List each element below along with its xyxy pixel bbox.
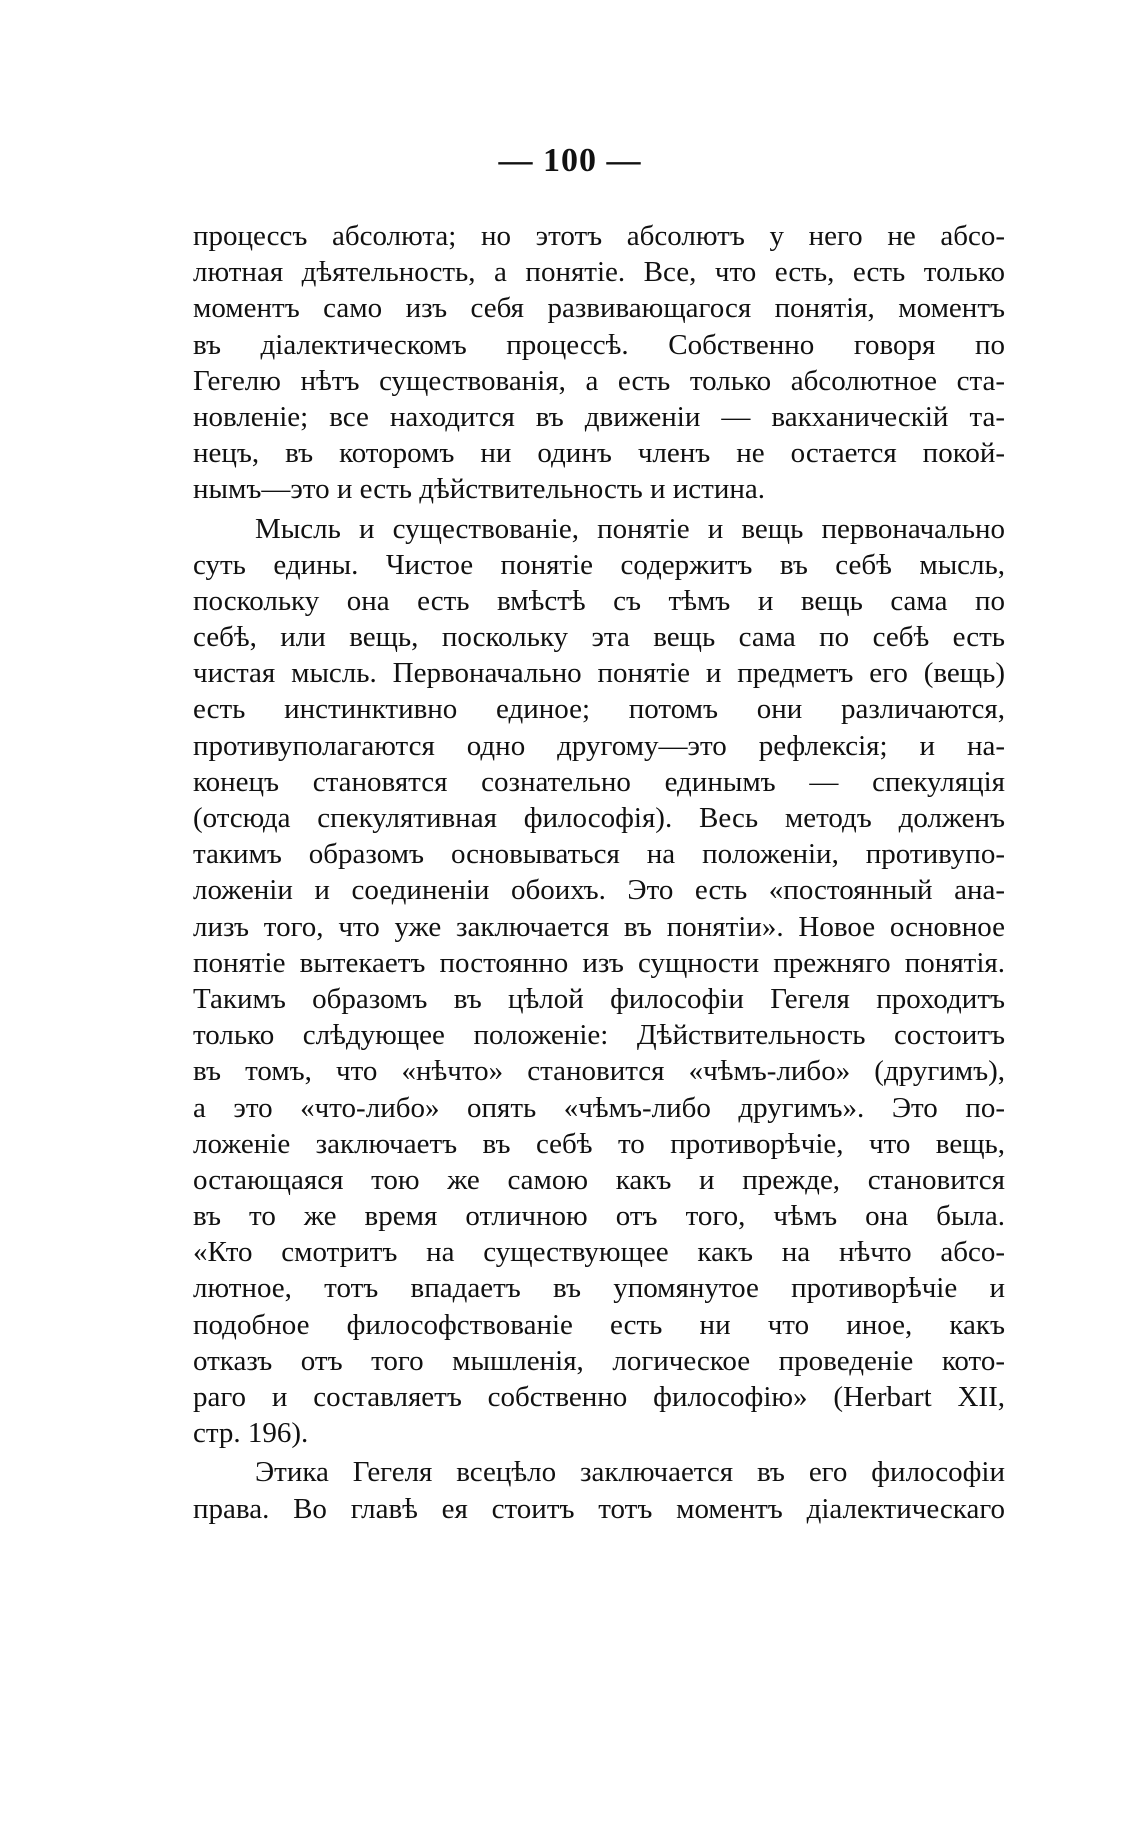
text-line: поскольку она есть вмѣстѣ съ тѣмъ и вещь сама по <box>193 584 1005 617</box>
text-line: Мысль и существованіе, понятіе и вещь первоначально <box>255 512 1005 545</box>
text-line: лютное, тотъ впадаетъ въ упомянутое противорѣчіе и <box>193 1272 1005 1305</box>
paragraph <box>193 511 1005 1452</box>
text-line: процессъ абсолюта; но этотъ абсолютъ у него не абсо- <box>193 220 1005 252</box>
text-line: остающаяся тою же самою какъ и прежде, становится <box>193 1163 1005 1196</box>
text-line: Такимъ образомъ въ цѣлой философіи Гегеля проходитъ <box>193 982 1005 1015</box>
text-line: понятіе вытекаетъ постоянно изъ сущности прежняго понятія. <box>193 946 1005 979</box>
text-line: лютная дѣятельность, а понятіе. Все, что есть, есть только <box>193 256 1005 289</box>
text-line: Этика Гегеля всецѣло заключается въ его философіи <box>255 1456 1005 1489</box>
text-line: моментъ само изъ себя развивающагося понятія, моментъ <box>193 292 1005 325</box>
text-line: а это «что-либо» опять «чѣмъ-либо другимъ». Это по- <box>193 1091 1005 1124</box>
text-line: (отсюда спекулятивная философія). Весь методъ долженъ <box>193 802 1005 834</box>
text-line: отказъ отъ того мышленія, логическое проведеніе кото- <box>193 1344 1005 1377</box>
text-line: себѣ, или вещь, поскольку эта вещь сама по себѣ есть <box>193 621 1005 654</box>
text-line: въ томъ, что «нѣчто» становится «чѣмъ-либо» (другимъ), <box>193 1055 1005 1088</box>
text-line: Гегелю нѣтъ существованія, а есть только абсолютное ста- <box>193 364 1005 397</box>
text-line: лизъ того, что уже заключается въ понятіи». Новое основное <box>193 910 1005 943</box>
text-line: «Кто смотритъ на существующее какъ на нѣчто абсо- <box>193 1236 1005 1269</box>
text-line: только слѣдующее положеніе: Дѣйствительность состоитъ <box>193 1019 1005 1052</box>
text-line: въ то же время отличною отъ того, чѣмъ она была. <box>193 1200 1005 1233</box>
text-line: суть едины. Чистое понятіе содержитъ въ себѣ мысль, <box>193 548 1005 581</box>
text-line: нецъ, въ которомъ ни одинъ членъ не остается покой- <box>193 437 1005 470</box>
text-line: въ діалектическомъ процессѣ. Собственно говоря по <box>193 328 1005 361</box>
text-line: такимъ образомъ основываться на положеніи, противупо- <box>193 838 1005 871</box>
paragraph <box>193 1454 1005 1526</box>
text-line: конецъ становятся сознательно единымъ — спекуляція <box>193 765 1005 798</box>
text-line: противуполагаются одно другому—это рефлексія; и на- <box>193 729 1005 762</box>
paragraph <box>193 218 1005 508</box>
text-line: раго и составляетъ собственно философію» (Herbart XII, <box>193 1381 1005 1413</box>
text-line: новленіе; все находится въ движеніи — вакханическій та- <box>193 400 1005 433</box>
text-line: стр. 196). <box>193 1417 309 1450</box>
body-text <box>193 218 1005 1527</box>
text-line: права. Во главѣ ея стоитъ тотъ моментъ діалектическаго <box>193 1492 1005 1525</box>
text-line: подобное философствованіе есть ни что иное, какъ <box>193 1308 1005 1341</box>
text-line: чистая мысль. Первоначально понятіе и предметъ его (вещь) <box>193 657 1005 690</box>
text-line: ложеніе заключаетъ въ себѣ то противорѣчіе, что вещь, <box>193 1127 1005 1160</box>
text-line: ложеніи и соединеніи обоихъ. Это есть «постоянный ана- <box>193 874 1005 907</box>
text-line: нымъ—это и есть дѣйствительность и истина. <box>193 473 765 506</box>
page-number: — 100 — <box>498 142 642 179</box>
text-line: есть инстинктивно единое; потомъ они различаются, <box>193 693 1005 726</box>
